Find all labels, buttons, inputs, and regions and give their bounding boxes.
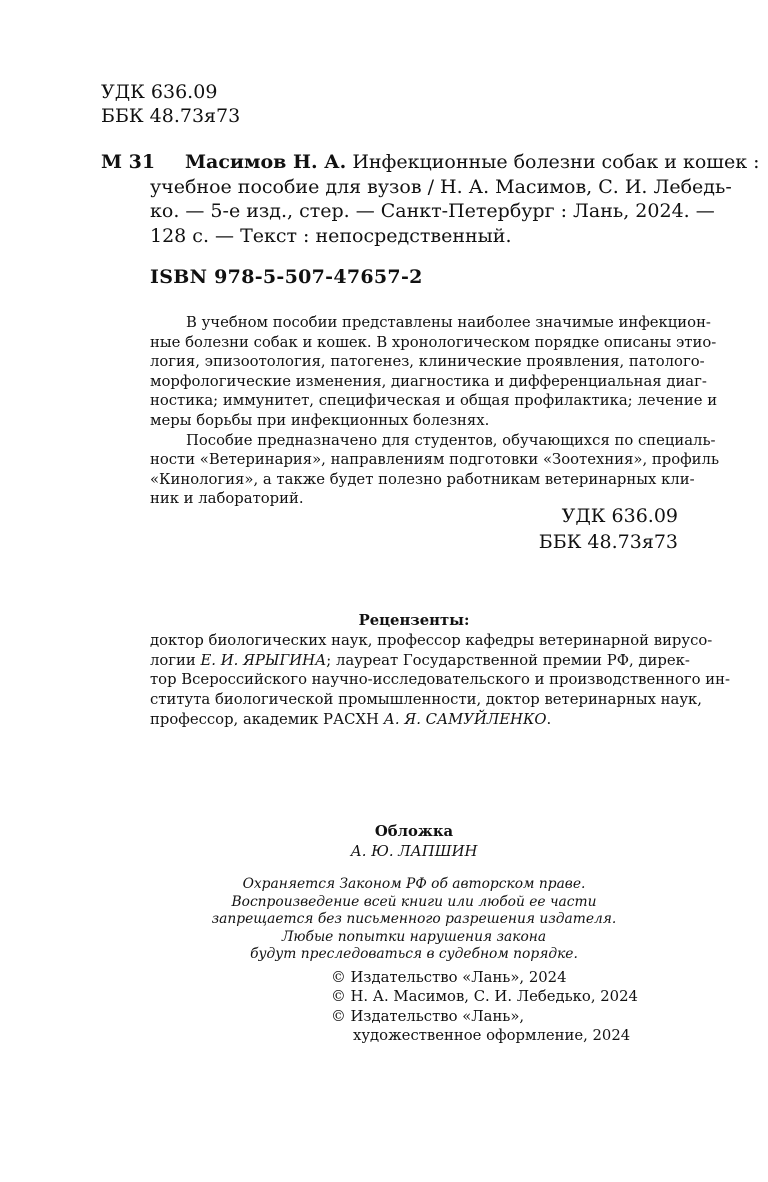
author-mark: М 31 — [101, 151, 156, 173]
abstract-line: ные болезни собак и кошек. В хронологическом порядке описаны этио- — [150, 333, 717, 351]
notice-line: запрещается без письменного разрешения издателя. — [211, 911, 617, 928]
bbk-code: ББК 48.73я73 — [538, 531, 678, 553]
abstract-line: ности «Ветеринария», направлениям подготовки «Зоотехния», профиль — [150, 451, 720, 469]
abstract-line: логия, эпизоотология, патогенез, клинические проявления, патолого- — [150, 353, 705, 371]
reviewer-name: Е. И. ЯРЫГИНА — [200, 651, 327, 669]
rights-line: © Издательство «Лань», 2024 — [331, 969, 567, 986]
cover-designer: А. Ю. ЛАПШИН — [350, 842, 478, 860]
abstract-line: морфологические изменения, диагностика и дифференциальная диаг- — [150, 372, 707, 390]
abstract-line: меры борьбы при инфекционных болезнях. — [150, 411, 490, 429]
copyright-notice — [150, 876, 678, 964]
reviewers-line: логии Е. И. ЯРЫГИНА; лауреат Государственной премии РФ, дирек- — [150, 651, 690, 669]
udk-code: УДК 636.09 — [101, 81, 218, 103]
reviewers-line: доктор биологических наук, профессор кафедры ветеринарной вирусо- — [150, 631, 713, 649]
copyright-rights — [331, 968, 638, 1046]
reviewers-line: профессор, академик РАСХН А. Я. САМУЙЛЕНКО. — [150, 710, 552, 728]
reviewers-line: ститута биологической промышленности, доктор ветеринарных наук, — [150, 691, 702, 709]
entry-author: Масимов Н. А. — [185, 151, 347, 173]
right-classification — [539, 503, 678, 555]
entry-line-1 — [150, 150, 760, 175]
reviewer-name: А. Я. САМУЙЛЕНКО — [383, 710, 547, 728]
bibliographic-entry — [150, 150, 760, 248]
top-classification — [101, 80, 240, 128]
notice-line: Охраняется Законом РФ об авторском праве. — [242, 876, 586, 892]
isbn: ISBN 978-5-507-47657-2 — [150, 266, 423, 288]
entry-title: Инфекционные болезни собак и кошек : — [346, 151, 760, 173]
udk-code: УДК 636.09 — [561, 505, 678, 527]
notice-line: Воспроизведение всей книги или любой ее части — [231, 893, 597, 910]
entry-line-2: учебное пособие для вузов / Н. А. Масимов, С. И. Лебедь- — [150, 175, 732, 198]
abstract-line: «Кинология», а также будет полезно работникам ветеринарных кли- — [150, 470, 695, 488]
entry-line-4: 128 с. — Текст : непосредственный. — [150, 224, 512, 247]
abstract-line: ностика; иммунитет, специфическая и общая профилактика; лечение и — [150, 392, 718, 410]
cover-credit — [150, 822, 678, 862]
abstract-line: ник и лабораторий. — [150, 490, 304, 508]
reviewers — [150, 611, 730, 730]
rights-line: художественное оформление, 2024 — [353, 1027, 631, 1045]
notice-line: будут преследоваться в судебном порядке. — [250, 946, 578, 963]
bbk-code: ББК 48.73я73 — [101, 105, 241, 127]
reviewers-heading: Рецензенты: — [358, 612, 470, 629]
cover-heading: Обложка — [374, 823, 454, 840]
abstract-line: В учебном пособии представлены наиболее значимые инфекцион- — [186, 314, 711, 331]
notice-line: Любые попытки нарушения закона — [281, 928, 547, 945]
reviewers-line: тор Всероссийского научно-исследовательского и производственного ин- — [150, 671, 730, 689]
rights-line: © Издательство «Лань», — [331, 1007, 525, 1025]
entry-line-3: ко. — 5-е изд., стер. — Санкт-Петербург : Лань, 2024. — — [150, 200, 715, 222]
abstract — [150, 313, 720, 509]
abstract-line: Пособие предназначено для студентов, обучающихся по специаль- — [186, 431, 716, 449]
rights-line: © Н. А. Масимов, С. И. Лебедько, 2024 — [331, 988, 638, 1006]
